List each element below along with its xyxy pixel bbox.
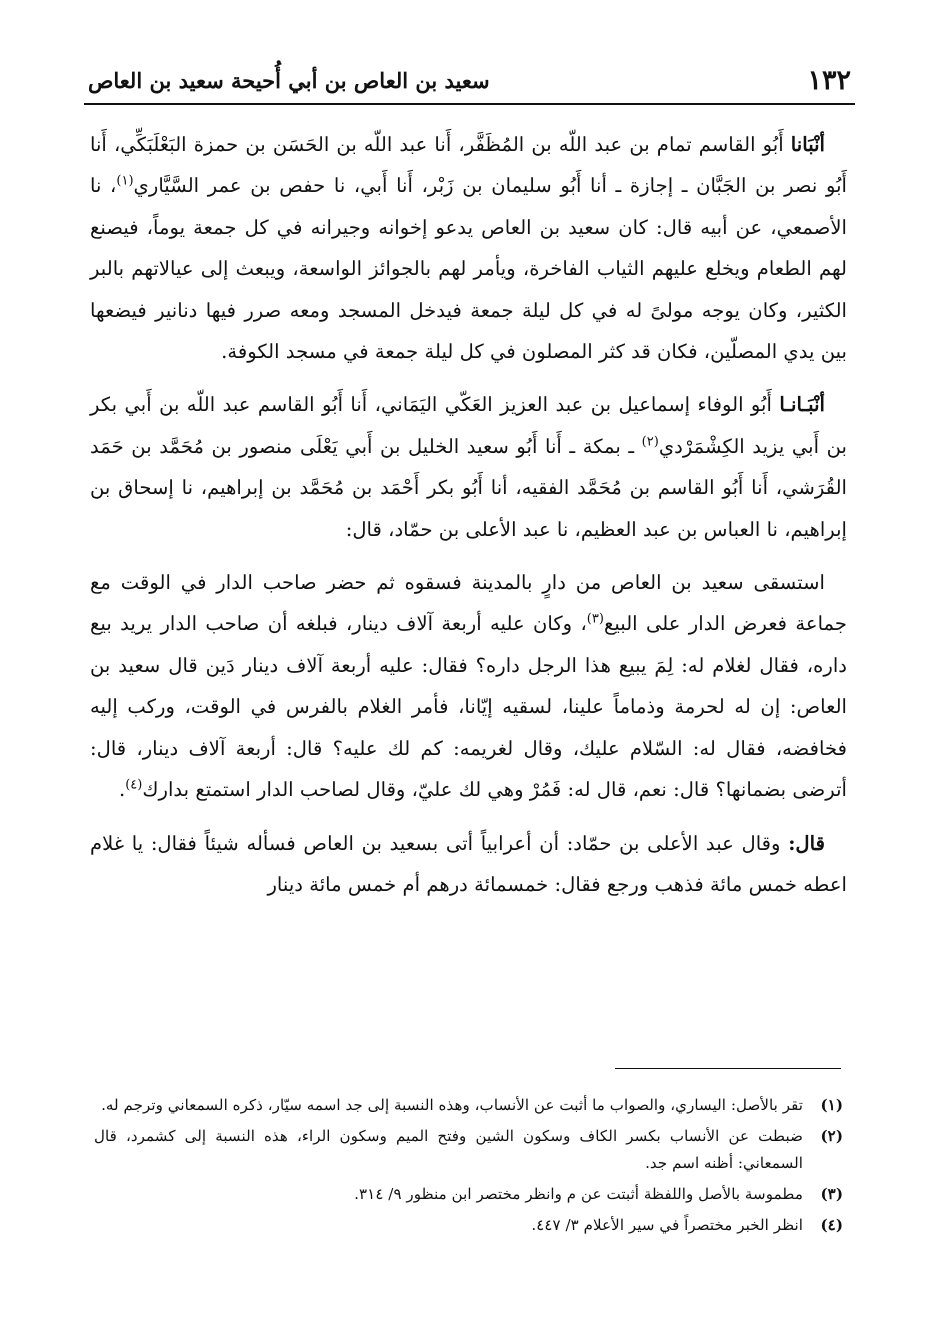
paragraph-lead: أنْبَانا <box>790 133 825 156</box>
footnote-2 <box>94 1123 843 1177</box>
footnote-number: (٢) <box>820 1127 843 1145</box>
footnote-4 <box>94 1212 843 1239</box>
paragraph-lead: قال: <box>788 831 825 855</box>
footnote-3 <box>94 1181 843 1208</box>
paragraph-text: أَبُو الوفاء إسماعيل بن عبد العزيز العَكّي اليَمَاني، أَنا أَبُو القاسم عبد اللّه بن أَبي بكر بن أَبي يزيد الكِشْمَرْدي <box>90 393 847 458</box>
paragraph-text: استسقى سعيد بن العاص من دارٍ بالمدينة فسقوه ثم حضر صاحب الدار في الوقت مع جماعة فعرض الدار على البيع <box>90 571 847 636</box>
footnote-number: (٤) <box>820 1216 843 1234</box>
paragraph-text-rest: ، وكان عليه أربعة آلاف دينار، فبلغه أن صاحب الدار يريد بيع داره، فقال لغلام له: لِمَ يبيع هذا الرجل داره؟ فقال: عليه أربعة آلاف دينار دَين قال سعيد بن العاص: إن له لحرمة وذماماً علينا، لسقيه إيّانا، فأمر الغلام بالفرس في الوقت، وركب إليه فخافضه، فقال له: السّلام عليك، وقال لغريمه: كم لك عليه؟ قال: أربعة آلاف دينار، قال: أترضى بضمانها؟ قال: نعم، قال له: فَمُرْ وهي لك عليّ، وقال لصاحب الدار استمتع بدارك <box>90 612 847 802</box>
footnote-ref-2[interactable]: (٢) <box>641 434 659 450</box>
footnote-text: انظر الخبر مختصراً في سير الأعلام ٣/ ٤٤٧. <box>531 1216 803 1234</box>
footnote-text: مطموسة بالأصل واللفظة أثبتت عن م وانظر مختصر ابن منظور ٩/ ٣١٤. <box>354 1185 803 1203</box>
main-text <box>90 124 847 905</box>
footnotes <box>94 1092 843 1243</box>
header-divider <box>84 103 855 105</box>
footnote-1 <box>94 1092 843 1119</box>
paragraph-text: أَبُو القاسم تمام بن عبد اللّه بن المُظَفَّر، أَنا عبد اللّه بن الحَسَن بن حمزة البَعْلَبَكِّي، أَنا أَبُو نصر بن الجَبَّان ـ إجازة ـ أنا أَبُو سليمان بن زَبْر، أَنا أَبي، نا حفص بن عمر السَّيَّاري <box>90 133 847 198</box>
footnote-number: (٣) <box>820 1185 843 1203</box>
running-header <box>88 60 851 100</box>
footnote-ref-3[interactable]: (٣) <box>586 611 604 627</box>
footnote-ref-4[interactable]: (٤) <box>125 777 143 793</box>
running-title: سعيد بن العاص بن أبي أُحيحة سعيد بن العاص <box>88 67 490 93</box>
paragraph-text: وقال عبد الأعلى بن حمّاد: أن أعرابياً أتى بسعيد بن العاص فسأله شيئاً فقال: يا غلام اعطه خمس مائة فذهب ورجع فقال: خمسمائة درهم أم خمس مائة دينار <box>90 831 847 896</box>
paragraph-lead: أنْبَـانـا <box>779 393 825 417</box>
paragraph-4 <box>90 823 847 906</box>
footnote-text: تقر بالأصل: اليساري، والصواب ما أثبت عن الأنساب، وهذه النسبة إلى جد اسمه سيّار، ذكره السمعاني وترجم له. <box>101 1096 803 1114</box>
paragraph-1 <box>90 124 847 372</box>
paragraph-3 <box>90 562 847 810</box>
paragraph-text-rest: ـ بمكة ـ أَنا أَبُو سعيد الخليل بن أَبي يَعْلَى منصور بن مُحَمَّد بن حَمَد القُرَشي، أَنا أَبُو القاسم بن مُحَمَّد الفقيه، أنا أَبُو بكر أَحْمَد بن مُحَمَّد بن إبراهيم، نا إسحاق بن إبراهيم، نا العباس بن عبد العظيم، نا عبد الأعلى بن حمّاد، قال: <box>90 434 847 541</box>
paragraph-text-end: . <box>118 778 126 802</box>
page-number: ١٣٢ <box>807 64 851 96</box>
footnote-text: ضبطت عن الأنساب بكسر الكاف وسكون الشين وفتح الميم وسكون الراء، هذه النسبة إلى كشمرد، قال السمعاني: أظنه اسم جد. <box>94 1127 803 1172</box>
footnote-divider <box>615 1068 841 1069</box>
footnote-number: (١) <box>820 1096 843 1114</box>
footnote-ref-1[interactable]: (١) <box>116 173 134 189</box>
paragraph-2 <box>90 384 847 550</box>
paragraph-text-rest: ، نا الأصمعي، عن أبيه قال: كان سعيد بن العاص يدعو إخوانه وجيرانه في كل جمعة يوماً، فيصنع لهم الطعام ويخلع عليهم الثياب الفاخرة، ويأمر لهم بالجوائز الواسعة، ويبعث إلى عيالاتهم بالبر الكثير، وكان يوجه مولىً له في كل ليلة جمعة فيدخل المسجد ومعه صرر فيها دنانير فيضعها بين يدي المصلّين، فكان قد كثر المصلون في كل ليلة جمعة في مسجد الكوفة. <box>90 174 847 364</box>
